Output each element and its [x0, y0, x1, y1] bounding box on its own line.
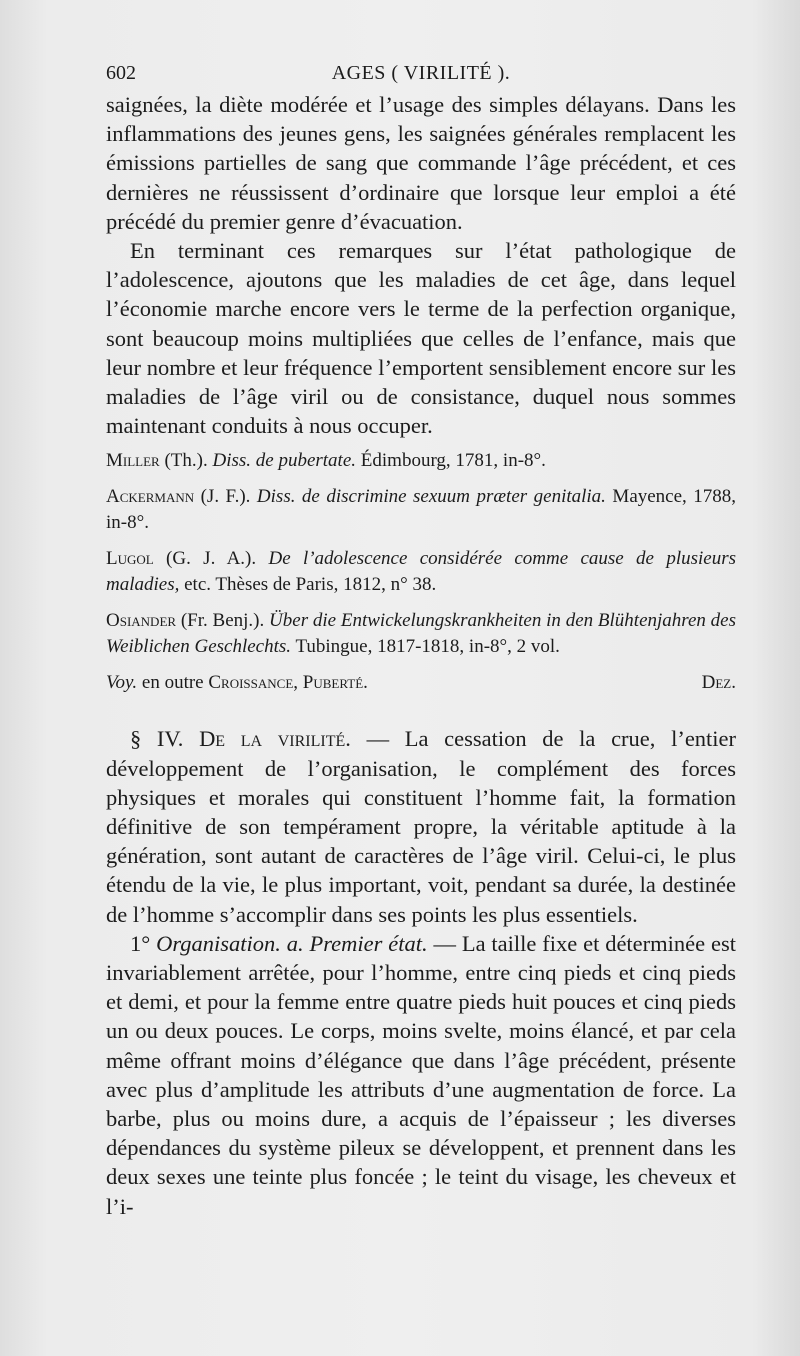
subsection-organisation	[106, 929, 736, 1221]
cross-reference	[106, 670, 368, 696]
bib-details: etc. Thèses de Paris, 1812, n° 38.	[184, 574, 437, 596]
page-number: 602	[106, 62, 136, 84]
bib-title: Diss. de pubertate.	[212, 450, 357, 472]
section-number: § IV.	[130, 726, 184, 752]
subsection-number: 1°	[130, 930, 151, 956]
body-text	[106, 90, 736, 1221]
bibliography-entry	[106, 448, 736, 474]
bib-author: Lugol	[106, 548, 154, 570]
crossref-separator: ,	[293, 672, 299, 694]
crossref-end: .	[363, 672, 368, 694]
paragraph-adolescence-conclusion: En terminant ces remarques sur l’état pathologique de l’adolescence, ajoutons que les maladies de cet âge, dans lequel l’économie marche encore vers le terme de la perfection organique, sont beaucoup moins multipliées que celles de l’enfance, mais que leur nombre et leur fréquence l’emportent sensiblement encore sur les maladies de l’âge viril ou de consistance, duquel nous sommes maintenant conduits à nous occuper.	[106, 238, 736, 439]
bib-details: Édimbourg, 1781, in-8°.	[360, 450, 546, 472]
bib-title: Diss. de discrimine sexuum præter genitalia.	[256, 486, 606, 508]
bib-title: De l’adolescence considérée comme cause de plusieurs maladies,	[106, 548, 736, 596]
bib-initials: (J. F.).	[200, 486, 251, 508]
bibliography-entry	[106, 484, 736, 536]
bib-author: Ackermann	[106, 486, 195, 508]
subsection-title: Organisation. a. Premier état.	[156, 930, 428, 956]
page-header	[106, 62, 736, 90]
paragraph-continued: saignées, la diète modérée et l’usage des simples délayans. Dans les inflammations des jeunes gens, les saignées générales remplacent les émissions partielles de sang que commande l’âge précédent, et ces dernières ne réussissent d’ordinaire que lorsque leur emploi a été précédé du premier genre d’évacuation.	[106, 92, 736, 234]
bib-title: Über die Entwickelungskrankheiten in den Blühtenjahren des Weiblichen Geschlechts.	[106, 610, 737, 658]
bib-details: Tubingue, 1817-1818, in-8°, 2 vol.	[295, 636, 560, 658]
bib-author: Miller	[106, 450, 160, 472]
section-title: De la virilité.	[199, 726, 351, 752]
author-signature: Dez.	[701, 672, 736, 694]
bibliography	[106, 448, 736, 696]
crossref-puberte: Puberté	[302, 672, 364, 694]
section-text: — La cessation de la crue, l’entier développement de l’organisation, le complément des forces physiques et morales qui constituent l’homme fait, la formation définitive de son tempérament propre, la véritable aptitude à la génération, sont autant de caractères de l’âge viril. Celui-ci, le plus étendu de la vie, le plus important, voit, pendant sa durée, la destinée de l’homme s’accomplir dans ses points les plus essentiels.	[106, 726, 737, 927]
subsection-text: — La taille fixe et déterminée est invariablement arrêtée, pour l’homme, entre cinq pieds et cinq pieds et demi, et pour la femme entre quatre pieds huit pouces et cinq pieds un ou deux pouces. Le corps, moins svelte, moins élancé, et par cela même offrant moins d’élégance que dans l’âge précédent, présente avec plus d’amplitude les attributs d’une augmentation de force. La barbe, plus ou moins dure, a acquis de l’épaisseur ; les diverses dépendances du système pileux se développent, et prennent dans les deux sexes une teinte plus foncée ; le teint du visage, les cheveux et l’i-	[106, 930, 736, 1219]
bib-initials: (Th.).	[164, 450, 208, 472]
voy-label: Voy.	[106, 672, 138, 694]
bib-details: Mayence, 1788, in-8°.	[106, 486, 737, 534]
bibliography-entry	[106, 546, 736, 598]
cross-reference-line	[106, 670, 736, 696]
bibliography-entry	[106, 608, 736, 660]
crossref-text: en outre	[141, 672, 204, 694]
bib-initials: (Fr. Benj.).	[180, 610, 265, 632]
section-virilite	[106, 724, 736, 928]
crossref-croissance: Croissance	[208, 672, 294, 694]
bib-author: Osiander	[106, 610, 177, 632]
bib-initials: (G. J. A.).	[166, 548, 257, 570]
running-head: AGES ( VIRILITÉ ).	[331, 62, 511, 84]
